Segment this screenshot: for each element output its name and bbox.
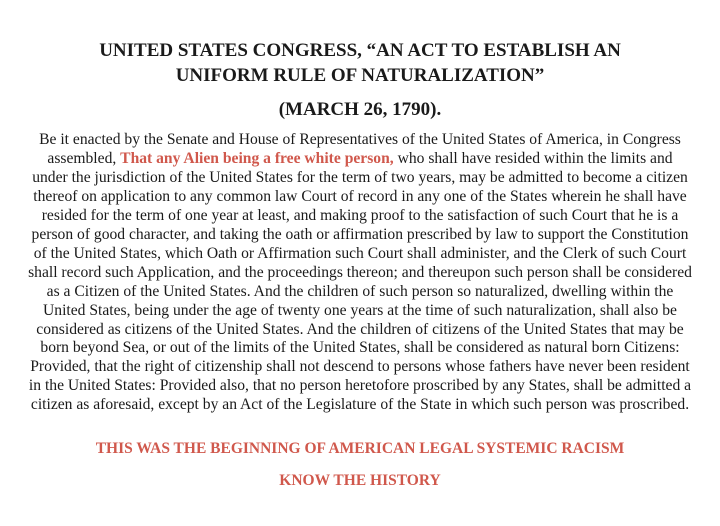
act-body-text bbox=[28, 131, 692, 415]
title-line-1: UNITED STATES CONGRESS, “AN ACT TO ESTABLISH AN bbox=[99, 40, 621, 61]
body-text-remainder: who shall have resided within the limits and under the jurisdiction of the United States for the term of two years, may be admitted to become a citizen thereof on application to any common law Court of record in any one of the States wherein he shall have resided for the term of one year at least, and making proof to the satisfaction of such Court that he is a person of good character, and taking the oath or affirmation prescribed by law to support the Constitution of the United States, which Oath or Affirmation such Court shall administer, and the Clerk of such Court shall record such Application, and the proceedings thereon; and thereupon such person shall be considered as a Citizen of the United States. And the children of such person so naturalized, dwelling within the United States, being under the age of twenty one years at the time of such naturalization, shall also be considered as citizens of the United States. And the children of citizens of the United States that may be born beyond Sea, or out of the limits of the United States, shall be considered as natural born Citizens: Provided, that the right of citizenship shall not descend to persons whose fathers have never been resident in the United States: Provided also, that no person heretofore proscribed by any States, shall be admitted a citizen as aforesaid, except by an Act of the Legislature of the State in which such person was proscribed. bbox=[28, 149, 692, 414]
body-text-highlight: That any Alien being a free white person, bbox=[120, 149, 394, 167]
body-text-intro: Be it enacted by the Senate and House of Representatives of the United States of America, in Congress assembled, bbox=[39, 131, 681, 167]
footer-tagline: KNOW THE HISTORY bbox=[279, 472, 441, 489]
document-title bbox=[40, 38, 680, 88]
title-line-2: UNIFORM RULE OF NATURALIZATION” bbox=[175, 65, 545, 86]
document-date: (MARCH 26, 1790). bbox=[278, 99, 442, 120]
footer-statement: THIS WAS THE BEGINNING OF AMERICAN LEGAL SYSTEMIC RACISM bbox=[95, 440, 625, 457]
